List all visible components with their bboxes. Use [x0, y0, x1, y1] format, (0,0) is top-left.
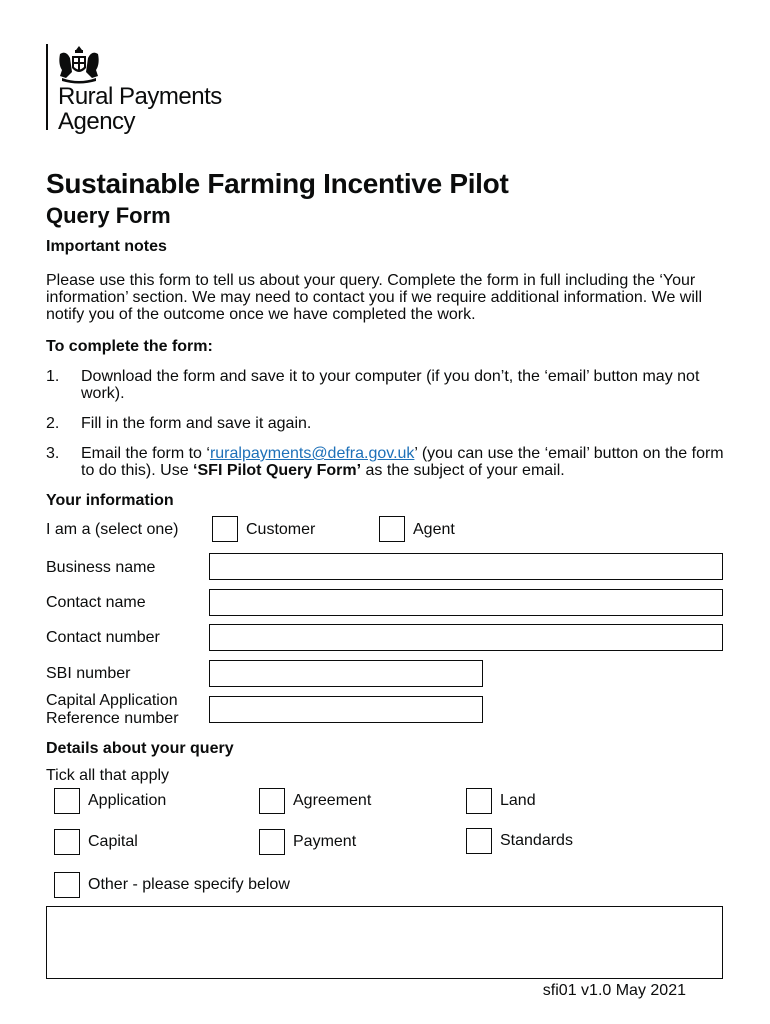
step-number: 3. — [46, 445, 60, 462]
agreement-checkbox[interactable] — [259, 788, 285, 814]
page-title: Sustainable Farming Incentive Pilot — [46, 168, 509, 199]
your-information-heading: Your information — [46, 492, 174, 509]
agreement-label: Agreement — [293, 792, 372, 809]
org-line-2: Agency — [58, 108, 136, 135]
capital-reference-line-1: Capital Application — [46, 692, 178, 709]
contact-number-field[interactable] — [209, 624, 723, 651]
form-version-footer: sfi01 v1.0 May 2021 — [542, 982, 686, 999]
agent-label: Agent — [413, 521, 455, 538]
to-complete-heading: To complete the form: — [46, 338, 213, 355]
org-line-1: Rural Payments — [58, 83, 222, 110]
standards-checkbox[interactable] — [466, 828, 492, 854]
email-link[interactable]: ruralpayments@defra.gov.uk — [209, 445, 415, 462]
customer-label: Customer — [246, 521, 316, 538]
payment-label: Payment — [293, 833, 357, 850]
step-2 — [46, 415, 736, 435]
page-subtitle: Query Form — [46, 203, 171, 228]
step-1 — [46, 368, 736, 408]
email-subject: ‘SFI Pilot Query Form’ — [193, 462, 362, 479]
customer-checkbox[interactable] — [212, 516, 238, 542]
step-text: Download the form and save it to your computer (if you don’t, the ‘email’ button may not work). — [81, 368, 700, 402]
organisation-name — [58, 84, 222, 134]
contact-name-field[interactable] — [209, 589, 723, 616]
application-checkbox[interactable] — [54, 788, 80, 814]
i-am-a-label: I am a (select one) — [46, 521, 179, 538]
standards-label: Standards — [500, 832, 573, 849]
step-text — [81, 445, 731, 479]
application-label: Application — [88, 792, 167, 809]
other-checkbox[interactable] — [54, 872, 80, 898]
capital-reference-line-2: Reference number — [46, 710, 179, 727]
payment-checkbox[interactable] — [259, 829, 285, 855]
land-label: Land — [500, 792, 536, 809]
step-text-post: as the subject of your email. — [361, 462, 565, 479]
sbi-number-label: SBI number — [46, 665, 131, 682]
agent-checkbox[interactable] — [379, 516, 405, 542]
step-text-pre: Email the form to ‘ — [81, 445, 210, 462]
step-number: 1. — [46, 368, 60, 385]
details-heading: Details about your query — [46, 740, 234, 757]
logo-divider — [46, 44, 48, 130]
step-3 — [46, 445, 736, 485]
capital-label: Capital — [88, 833, 138, 850]
sbi-number-field[interactable] — [209, 660, 483, 687]
land-checkbox[interactable] — [466, 788, 492, 814]
contact-number-label: Contact number — [46, 629, 160, 646]
royal-coat-of-arms-icon — [56, 44, 102, 84]
step-text: Fill in the form and save it again. — [81, 415, 312, 432]
other-label: Other - please specify below — [88, 876, 290, 893]
capital-checkbox[interactable] — [54, 829, 80, 855]
capital-reference-label — [46, 692, 179, 728]
tick-all-label: Tick all that apply — [46, 767, 170, 784]
step-number: 2. — [46, 415, 60, 432]
business-name-field[interactable] — [209, 553, 723, 580]
business-name-label: Business name — [46, 559, 156, 576]
capital-reference-field[interactable] — [209, 696, 483, 723]
other-details-textarea[interactable] — [46, 906, 723, 979]
important-notes-heading: Important notes — [46, 238, 167, 255]
important-notes-text: Please use this form to tell us about your query. Complete the form in full including the ‘Your information’ section. We may need to contact you if we require additional information. We will notify you of the outcome once we have completed the work. — [46, 272, 703, 323]
contact-name-label: Contact name — [46, 594, 146, 611]
step-text-mid: ’ (you can use the ‘email’ button on the form to do this). Use — [81, 445, 724, 479]
